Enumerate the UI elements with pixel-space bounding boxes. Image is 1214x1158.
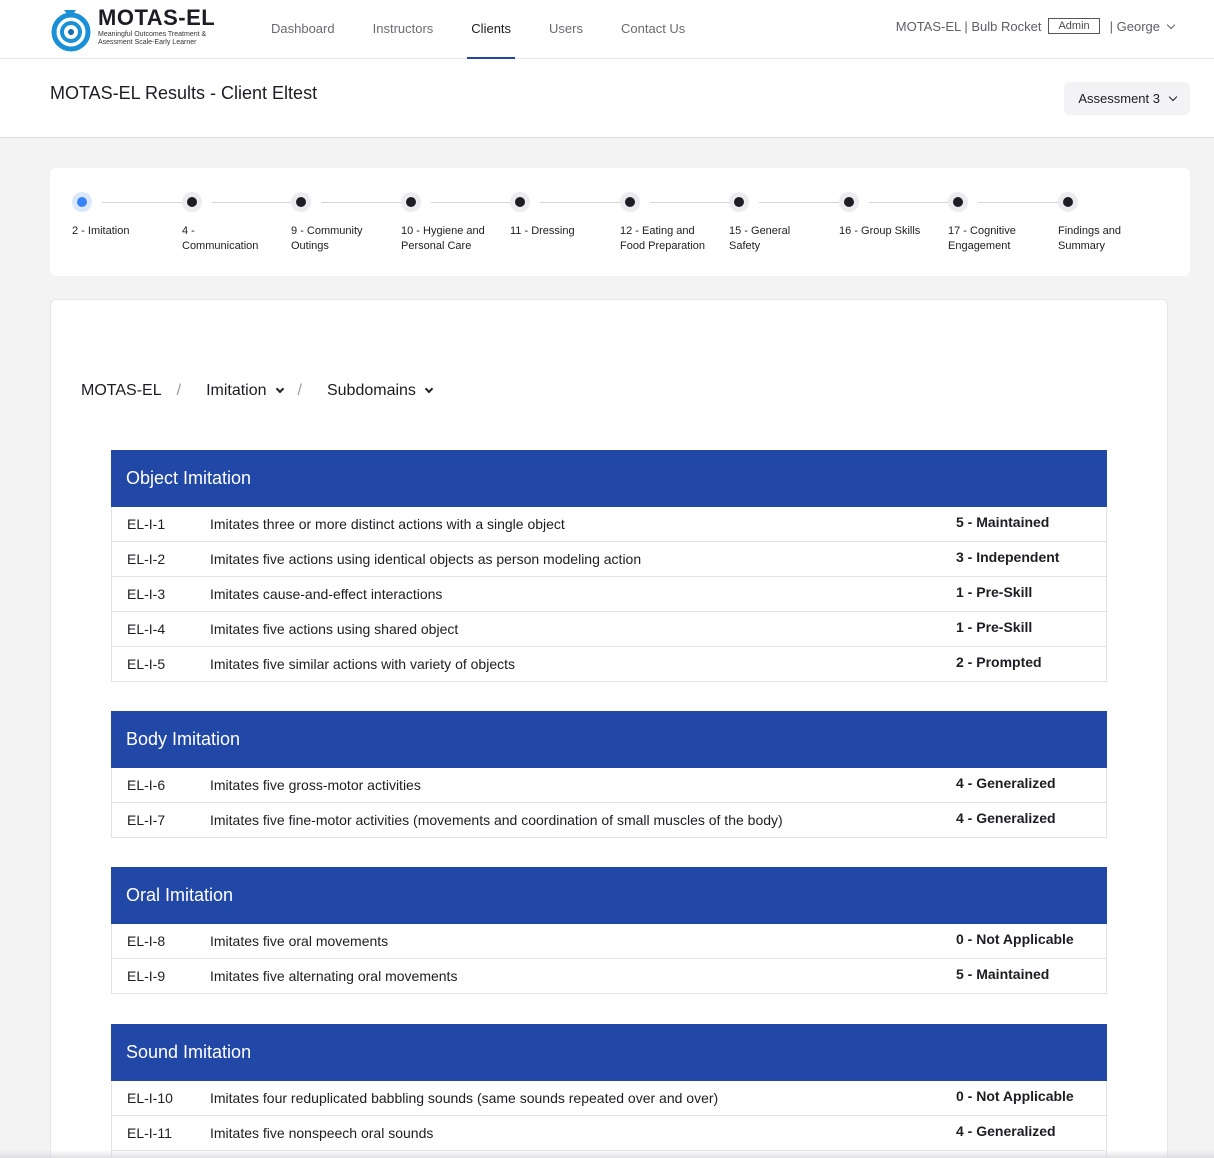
item-code: EL-I-5 (127, 656, 166, 672)
nav-instructors[interactable]: Instructors (372, 21, 434, 36)
step-label: 9 - Community Outings (291, 225, 363, 252)
step-dot-icon (729, 192, 749, 212)
chevron-down-icon (275, 385, 283, 393)
step-dressing[interactable] (510, 192, 618, 239)
item-description: Imitates five similar actions with variety of objects (210, 656, 515, 672)
step-general-safety[interactable] (729, 192, 837, 254)
step-label: 2 - Imitation (72, 225, 130, 237)
item-code: EL-I-2 (127, 551, 166, 567)
step-dot-icon (839, 192, 859, 212)
breadcrumb-separator: / (176, 382, 182, 399)
item-code: EL-I-3 (127, 586, 166, 602)
logo-title: MOTAS-EL (98, 5, 216, 30)
step-dot-current-icon (72, 192, 92, 212)
item-description: Imitates five fine-motor activities (movements and coordination of small muscles of the body) (210, 812, 783, 828)
item-score: 2 - Prompted (956, 654, 1042, 670)
step-label: 4 - Communication (182, 225, 259, 252)
item-code: EL-I-7 (127, 812, 166, 828)
subdomains-dropdown[interactable] (327, 382, 432, 400)
breadcrumb-root[interactable]: MOTAS-EL (81, 382, 162, 399)
step-dot-icon (510, 192, 530, 212)
step-dot-icon (1058, 192, 1078, 212)
logo[interactable] (50, 6, 228, 52)
item-code: EL-I-6 (127, 777, 166, 793)
item-description: Imitates five alternating oral movements (210, 968, 458, 984)
page-title: MOTAS-EL Results - Client Eltest (50, 83, 318, 103)
step-dot-icon (291, 192, 311, 212)
item-description: Imitates five oral movements (210, 933, 389, 949)
user-menu[interactable] (1110, 19, 1174, 34)
table-row (111, 959, 1107, 994)
domain-dropdown-label: Imitation (206, 382, 267, 399)
table-row (111, 507, 1107, 542)
item-score: 0 - Not Applicable (956, 931, 1074, 947)
item-score: 1 - Pre-Skill (956, 584, 1033, 600)
item-code: EL-I-9 (127, 968, 166, 984)
chevron-down-icon (1169, 93, 1177, 101)
group-title: Object Imitation (111, 450, 1107, 507)
item-score: 4 - Generalized (956, 775, 1056, 791)
item-code: EL-I-10 (127, 1090, 173, 1106)
step-label: 16 - Group Skills (839, 225, 921, 237)
step-hygiene[interactable] (401, 192, 509, 254)
nav-contact-us[interactable]: Contact Us (621, 21, 686, 36)
item-description: Imitates four reduplicated babbling sounds (same sounds repeated over and over) (210, 1090, 719, 1106)
step-label: Findings and Summary (1058, 225, 1121, 252)
step-dot-icon (948, 192, 968, 212)
account-area (896, 18, 1174, 34)
assessment-select[interactable] (1064, 82, 1190, 115)
chevron-down-icon (1167, 20, 1175, 28)
org-label: MOTAS-EL | Bulb Rocket (895, 18, 1042, 34)
step-label: 17 - Cognitive Engagement (948, 225, 1016, 252)
item-score: 4 - Generalized (956, 810, 1056, 826)
results-card (50, 299, 1168, 1158)
user-label: | George (1109, 18, 1160, 34)
top-nav (0, 0, 1214, 59)
nav-users[interactable]: Users (549, 21, 583, 36)
group-object-imitation (111, 450, 1107, 682)
chevron-down-icon (425, 385, 433, 393)
item-description: Imitates five actions using identical objects as person modeling action (210, 551, 642, 567)
item-score: 4 - Generalized (956, 1123, 1056, 1139)
item-score: 3 - Independent (956, 549, 1060, 565)
group-title: Sound Imitation (111, 1024, 1107, 1081)
step-label: 11 - Dressing (510, 225, 575, 237)
item-description: Imitates five actions using shared object (210, 621, 459, 637)
subdomains-dropdown-label: Subdomains (326, 382, 416, 399)
step-label: 12 - Eating and Food Preparation (620, 225, 705, 252)
table-row (111, 1081, 1107, 1116)
table-row (111, 542, 1107, 577)
assessment-select-label: Assessment 3 (1078, 91, 1160, 106)
nav-clients[interactable]: Clients (471, 0, 511, 59)
item-description: Imitates three or more distinct actions with a single object (210, 516, 565, 532)
step-eating[interactable] (620, 192, 728, 254)
group-title: Oral Imitation (111, 867, 1107, 924)
step-communication[interactable] (182, 192, 290, 254)
table-row (111, 612, 1107, 647)
item-description: Imitates five gross-motor activities (210, 777, 421, 793)
item-score: 0 - Not Applicable (956, 1088, 1074, 1104)
table-row (111, 924, 1107, 959)
step-dot-icon (620, 192, 640, 212)
step-imitation[interactable] (72, 192, 180, 239)
nav-dashboard[interactable]: Dashboard (271, 21, 335, 36)
item-score: 1 - Pre-Skill (956, 619, 1033, 635)
step-findings-summary[interactable] (1058, 192, 1166, 254)
group-oral-imitation (111, 867, 1107, 994)
step-label: 10 - Hygiene and Personal Care (401, 225, 485, 252)
table-row (111, 577, 1107, 612)
scroll-fade (0, 1150, 1214, 1158)
step-dot-icon (401, 192, 421, 212)
item-code: EL-I-11 (127, 1125, 172, 1141)
item-code: EL-I-8 (127, 933, 166, 949)
step-dot-icon (182, 192, 202, 212)
logo-swirl-icon (50, 6, 92, 52)
group-body-imitation (111, 711, 1107, 838)
item-code: EL-I-4 (127, 621, 166, 637)
item-code: EL-I-1 (127, 516, 166, 532)
table-row (111, 647, 1107, 682)
step-cognitive-engagement[interactable] (948, 192, 1056, 254)
step-community-outings[interactable] (291, 192, 399, 254)
group-sound-imitation (111, 1024, 1107, 1158)
item-description: Imitates cause-and-effect interactions (210, 586, 443, 602)
table-row (111, 1116, 1107, 1151)
page-header (0, 59, 1214, 138)
logo-subtitle: Meaningful Outcomes Treatment & Asessment Scale-Early Learner (98, 31, 207, 46)
item-description: Imitates five nonspeech oral sounds (210, 1125, 434, 1141)
item-score: 5 - Maintained (956, 514, 1050, 530)
nav-links (271, 0, 723, 59)
domain-stepper (50, 168, 1190, 276)
step-label: 15 - General Safety (729, 225, 791, 252)
table-row (111, 768, 1107, 803)
step-group-skills[interactable] (839, 192, 947, 239)
domain-dropdown[interactable] (206, 382, 282, 400)
table-row (111, 803, 1107, 838)
group-title: Body Imitation (111, 711, 1107, 768)
breadcrumb (81, 382, 432, 400)
item-score: 5 - Maintained (956, 966, 1050, 982)
role-badge: Admin (1048, 18, 1099, 34)
breadcrumb-separator: / (297, 382, 302, 399)
